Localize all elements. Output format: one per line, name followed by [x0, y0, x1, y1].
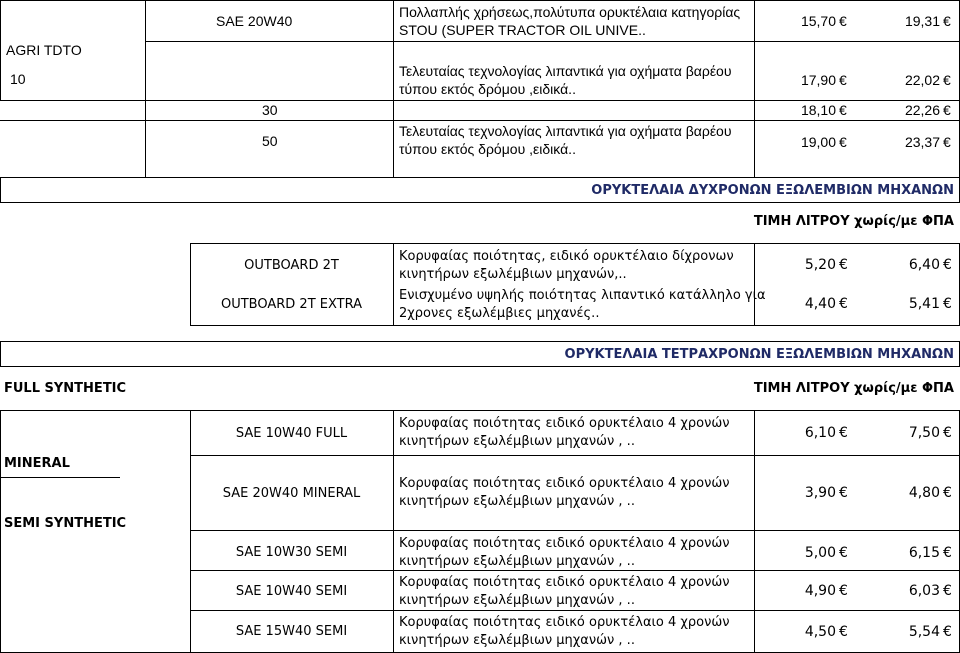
euro-icon: € [943, 485, 952, 501]
product-desc-line2: STOU (SUPER TRACTOR OIL UNIVE.. [399, 22, 646, 38]
product-desc-line1: Κορυφαίας ποιότητας ειδικό ορυκτέλαιο 4 χρονών [399, 416, 730, 431]
euro-icon: € [839, 583, 848, 599]
price-vat: 6,40 [908, 257, 940, 273]
product-name: 10 [10, 71, 26, 87]
price-net: 5,00 [804, 545, 836, 561]
product-desc-line1: Πολλαπλής χρήσεως,πολύτυπα ορυκτέλαια κατηγορίας [399, 4, 741, 20]
euro-icon: € [943, 425, 952, 441]
euro-icon: € [943, 134, 951, 150]
product-desc-line1: Τελευταίας τεχνολογίας λιπαντικά για οχήματα βαρέου [399, 123, 732, 139]
product-desc-line2: κινητήρων εξωλέμβιων μηχανών , .. [399, 494, 635, 509]
product-desc-line1: Τελευταίας τεχνολογίας λιπαντικά για οχήματα βαρέου [399, 63, 732, 79]
product-name: SAE 10W40 SEMI [235, 584, 348, 599]
price-net: 15,70 [800, 13, 836, 29]
price-net: 4,40 [804, 296, 836, 312]
price-vat: 5,54 [908, 624, 940, 640]
product-desc-line1: Ενισχυμένο υψηλής ποιότητας λιπαντικό κατάλληλο για [399, 288, 766, 303]
price-vat: 23,37 [904, 134, 940, 150]
price-header: ΤΙΜΗ ΛΙΤΡΟΥ χωρίς/με ΦΠΑ [753, 214, 954, 229]
product-name: SAE 15W40 SEMI [235, 624, 348, 639]
euro-icon: € [839, 296, 848, 312]
product-desc-line2: τύπου εκτός δρόμου ,ειδικά.. [399, 141, 576, 157]
euro-icon: € [943, 583, 952, 599]
product-desc-line2: κινητήρων εξωλέμβιων μηχανών , .. [399, 633, 635, 648]
euro-icon: € [839, 134, 847, 150]
product-desc-line2: κινητήρων εξωλέμβιων μηχανών,.. [399, 267, 627, 282]
product-name: SAE 10W30 SEMI [235, 545, 348, 560]
price-net: 6,10 [804, 425, 836, 441]
price-net: 4,90 [804, 583, 836, 599]
product-desc-line2: κινητήρων εξωλέμβιων μηχανών , .. [399, 554, 635, 569]
price-net: 19,00 [800, 134, 836, 150]
euro-icon: € [943, 13, 951, 29]
product-desc-line1: Κορυφαίας ποιότητας ειδικό ορυκτέλαιο 4 χρονών [399, 575, 730, 590]
euro-icon: € [943, 296, 952, 312]
product-desc-line1: Κορυφαίας ποιότητας, ειδικό ορυκτέλαιο δίχρονων [399, 249, 734, 264]
price-net: 18,10 [800, 102, 836, 118]
category-label: SEMI SYNTHETIC [4, 516, 127, 531]
product-name: SAE 20W40 MINERAL [222, 486, 361, 501]
group-label: AGRI TDTO [6, 42, 82, 58]
euro-icon: € [839, 72, 847, 88]
euro-icon: € [839, 425, 848, 441]
price-vat: 6,03 [908, 583, 940, 599]
product-desc-line2: 2χρονες εξωλέμβιες μηχανές.. [399, 306, 600, 321]
section-title: ΟΡΥΚΤΕΛΑΙΑ ΔΥΧΡΟΝΩΝ ΕΞΩΛΕΜΒΙΩΝ ΜΗΧΑΝΩΝ [591, 183, 954, 198]
euro-icon: € [839, 102, 847, 118]
euro-icon: € [839, 257, 848, 273]
product-name: SAE 20W40 [216, 13, 293, 29]
product-desc-line1: Κορυφαίας ποιότητας ειδικό ορυκτέλαιο 4 χρονών [399, 536, 730, 551]
product-name: 50 [262, 133, 278, 149]
euro-icon: € [839, 545, 848, 561]
product-desc-line2: τύπου εκτός δρόμου ,ειδικά.. [399, 81, 576, 97]
euro-icon: € [943, 72, 951, 88]
euro-icon: € [839, 13, 847, 29]
product-desc-line1: Κορυφαίας ποιότητας ειδικό ορυκτέλαιο 4 χρονών [399, 615, 730, 630]
product-name: 30 [262, 102, 278, 118]
product-desc-line2: κινητήρων εξωλέμβιων μηχανών , .. [399, 593, 635, 608]
euro-icon: € [839, 624, 848, 640]
price-vat: 7,50 [908, 425, 940, 441]
euro-icon: € [943, 545, 952, 561]
product-name: SAE 10W40 FULL [235, 426, 348, 441]
product-name: OUTBOARD 2T EXTRA [220, 297, 363, 312]
section-title: ΟΡΥΚΤΕΛΑΙΑ ΤΕΤΡΑΧΡΟΝΩΝ ΕΞΩΛΕΜΒΙΩΝ ΜΗΧΑΝΩΝ [564, 347, 954, 362]
euro-icon: € [943, 624, 952, 640]
price-vat: 6,15 [908, 545, 940, 561]
product-desc-line1: Κορυφαίας ποιότητας ειδικό ορυκτέλαιο 4 χρονών [399, 476, 730, 491]
price-net: 3,90 [804, 485, 836, 501]
product-name: OUTBOARD 2T [244, 258, 339, 273]
price-net: 17,90 [800, 72, 836, 88]
price-header: ΤΙΜΗ ΛΙΤΡΟΥ χωρίς/με ΦΠΑ [753, 381, 954, 396]
price-vat: 22,26 [904, 102, 940, 118]
price-vat: 5,41 [908, 296, 940, 312]
price-vat: 19,31 [904, 13, 940, 29]
product-desc-line2: κινητήρων εξωλέμβιων μηχανών , .. [399, 434, 635, 449]
price-net: 4,50 [804, 624, 836, 640]
euro-icon: € [839, 485, 848, 501]
euro-icon: € [943, 102, 951, 118]
category-label: FULL SYNTHETIC [4, 381, 127, 396]
price-net: 5,20 [804, 257, 836, 273]
category-label: MINERAL [4, 456, 70, 471]
price-vat: 4,80 [908, 485, 940, 501]
price-vat: 22,02 [904, 72, 940, 88]
euro-icon: € [943, 257, 952, 273]
